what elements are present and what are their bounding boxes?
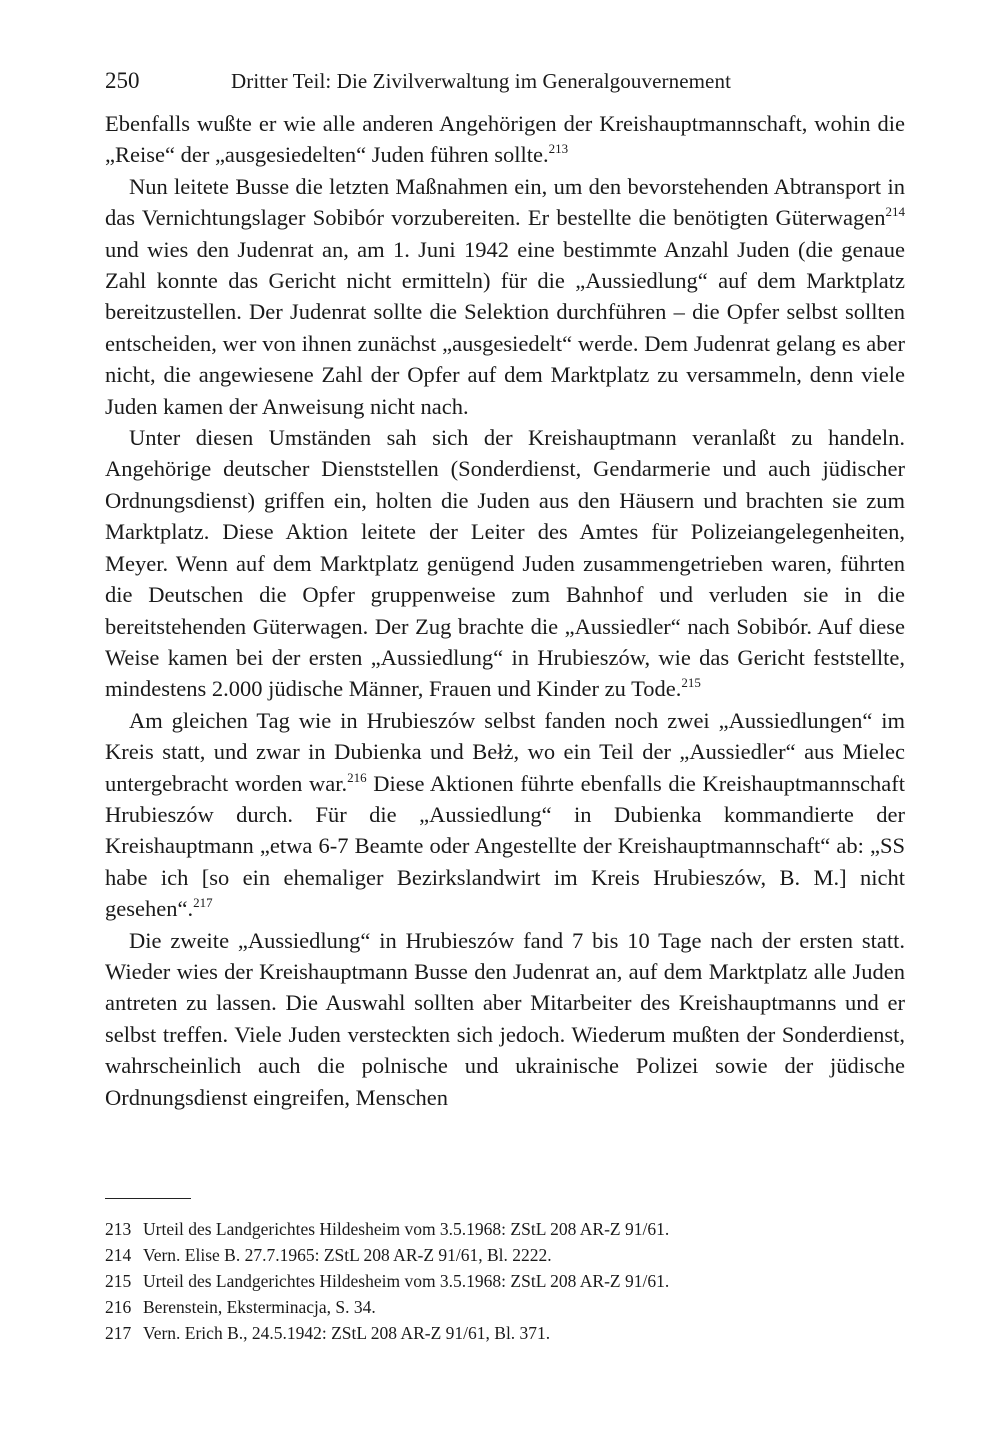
footnote-reference: 216 (347, 769, 367, 785)
footnote (105, 1268, 905, 1294)
paragraph (105, 108, 905, 171)
footnote-text: Vern. Elise B. 27.7.1965: ZStL 208 AR-Z 91/61, Bl. 2222. (143, 1245, 552, 1265)
page-number: 250 (105, 68, 140, 93)
running-title: Dritter Teil: Die Zivilverwaltung im Generalgouvernement (231, 69, 732, 93)
paragraph (105, 925, 905, 1113)
footnote-number: 217 (105, 1323, 132, 1343)
footnote (105, 1242, 905, 1268)
paragraph-text: Nun leitete Busse die letzten Maßnahmen ein, um den bevorstehenden Abtransport in das Vernichtungslager Sobibór vorzubereiten. Er bestellte die benötigten Güterwagen (105, 173, 905, 231)
paragraph-text: Die zweite „Aussiedlung“ in Hrubieszów fand 7 bis 10 Tage nach der ersten statt. Wieder wies der Kreishauptmann Busse den Judenrat an, auf dem Marktplatz alle Juden antreten zu lassen. Die Auswahl sollten aber Mitarbeiter des Kreishauptmanns und er selbst treffen. Viele Juden versteckten sich jedoch. Wiederum mußten der Sonderdienst, wahrscheinlich auch die polnische und ukrainische Polizei sowie der jüdische Ordnungsdienst eingreifen, Menschen (105, 927, 905, 1110)
paragraph (105, 171, 905, 422)
paragraph-text: Unter diesen Umständen sah sich der Kreishauptmann veranlaßt zu handeln. Angehörige deutscher Dienststellen (Sonderdienst, Gendarmerie und auch jüdischer Ordnungsdienst) griffen ein, holten die Juden aus den Häusern und brachten sie zum Marktplatz. Diese Aktion leitete der Leiter des Amtes für Polizeiangelegenheiten, Meyer. Wenn auf dem Marktplatz genügend Juden zusammengetrieben waren, führten die Deutschen die Opfer gruppenweise zum Bahnhof und verluden sie in die bereitstehenden Güterwagen. Der Zug brachte die „Aussiedler“ nach Sobibór. Auf diese Weise kamen bei der ersten „Aussiedlung“ in Hrubieszów, wie das Gericht feststellte, mindestens 2.000 jüdische Männer, Frauen und Kinder zu Tode. (105, 425, 905, 702)
paragraph-text: Diese Aktionen führte ebenfalls die Kreishauptmannschaft Hrubieszów durch. Für die „Aussiedlung“ in Dubienka kommandierte der Kreishauptmann „etwa 6-7 Beamte oder Angestellte der Kreishauptmannschaft“ ab: „SS habe ich [so ein ehemaliger Bezirkslandwirt im Kreis Hrubieszów, B. M.] nicht gesehen“. (105, 770, 905, 922)
footnote (105, 1216, 905, 1242)
paragraph (105, 422, 905, 705)
footnote-text: Berenstein, Eksterminacja, S. 34. (143, 1297, 376, 1317)
footnote-reference: 213 (548, 141, 569, 157)
body-text (105, 108, 905, 1113)
paragraph (105, 705, 905, 925)
footnote-number: 213 (105, 1219, 132, 1239)
footnote-number: 214 (105, 1245, 132, 1265)
footnote-reference: 214 (885, 204, 905, 220)
footnotes (105, 1216, 905, 1346)
footnote-separator (105, 1198, 191, 1199)
footnote-text: Urteil des Landgerichtes Hildesheim vom 3.5.1968: ZStL 208 AR-Z 91/61. (143, 1219, 670, 1239)
footnote (105, 1294, 905, 1320)
running-header (105, 68, 905, 108)
footnote-text: Vern. Erich B., 24.5.1942: ZStL 208 AR-Z 91/61, Bl. 371. (143, 1323, 551, 1343)
footnote-number: 216 (105, 1297, 132, 1317)
footnote-reference: 215 (681, 675, 701, 691)
footnote-number: 215 (105, 1271, 132, 1291)
footnote-text: Urteil des Landgerichtes Hildesheim vom 3.5.1968: ZStL 208 AR-Z 91/61. (143, 1271, 670, 1291)
paragraph-text: Ebenfalls wußte er wie alle anderen Angehörigen der Kreishauptmannschaft, wohin die „Reise“ der „ausgesiedelten“ Juden führen sollte. (105, 111, 905, 168)
footnote-reference: 217 (193, 895, 213, 911)
page-content (105, 68, 905, 1113)
footnote (105, 1320, 905, 1346)
paragraph-text: und wies den Judenrat an, am 1. Juni 1942 eine bestimmte Anzahl Juden (die genaue Zahl konnte das Gericht nicht ermitteln) für die „Aussiedlung“ auf dem Marktplatz bereitzustellen. Der Judenrat sollte die Selektion durchführen – die Opfer selbst sollten entscheiden, wer von ihnen zunächst „ausgesiedelt“ werde. Dem Judenrat gelang es aber nicht, die angewiesene Zahl der Opfer auf dem Marktplatz zu versammeln, denn viele Juden kamen der Anweisung nicht nach. (105, 236, 905, 419)
paragraph-text: Am gleichen Tag wie in Hrubieszów selbst fanden noch zwei „Aussiedlungen“ im Kreis statt, und zwar in Dubienka und Bełż, wo ein Teil der „Aussiedler“ aus Mielec untergebracht worden war. (105, 707, 905, 796)
